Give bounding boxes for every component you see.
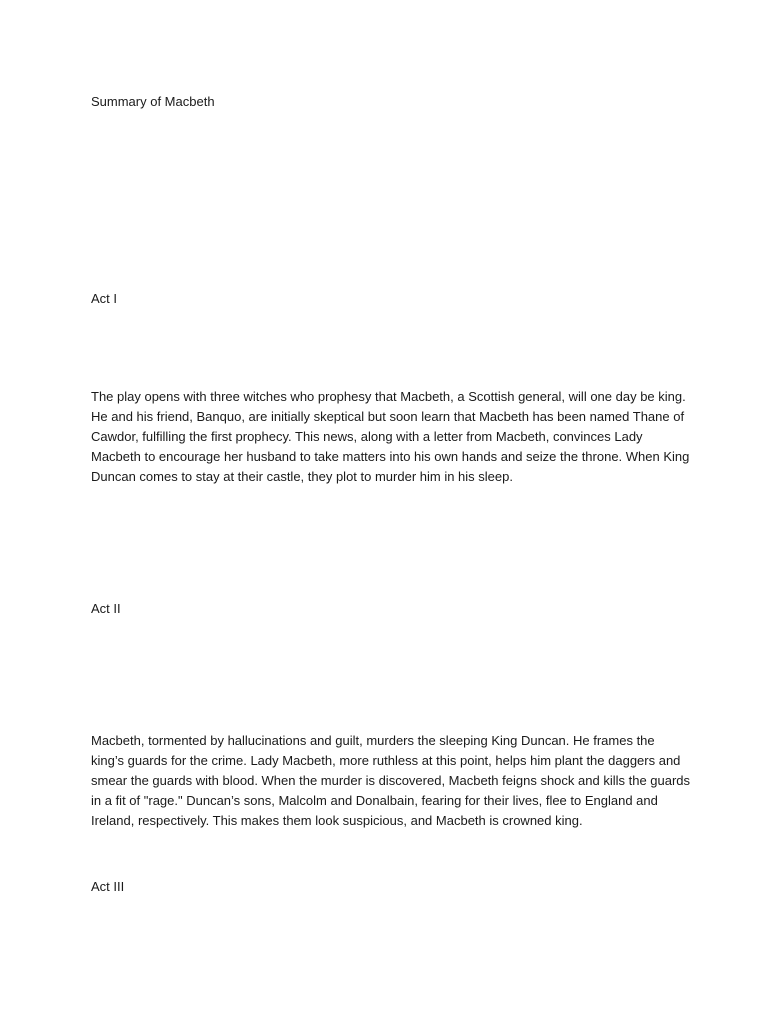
- section-body-act-2: Macbeth, tormented by hallucinations and guilt, murders the sleeping King Duncan. He frames the king’s guards for the crime. Lady Macbeth, more ruthless at this point, helps him plant the daggers and smear the guards with blood. When the murder is discovered, Macbeth feigns shock and kills the guards in a fit of "rage." Duncan’s sons, Malcolm and Donalbain, fearing for their lives, flee to England and Ireland, respectively. This makes them look suspicious, and Macbeth is crowned king.: [91, 733, 691, 828]
- section-heading-act-1: Act I: [91, 291, 118, 306]
- section-body-act-1: The play opens with three witches who prophesy that Macbeth, a Scottish general, will one day be king. He and his friend, Banquo, are initially skeptical but soon learn that Macbeth has been named Thane of Cawdor, fulfilling the first prophecy. This news, along with a letter from Macbeth, convinces Lady Macbeth to encourage her husband to take matters into his own hands and seize the throne. When King Duncan comes to stay at their castle, they plot to murder him in his sleep.: [91, 389, 690, 484]
- section-heading-act-3: Act III: [91, 879, 125, 894]
- section-heading-act-2: Act II: [91, 601, 121, 616]
- document-title: Summary of Macbeth: [91, 94, 215, 109]
